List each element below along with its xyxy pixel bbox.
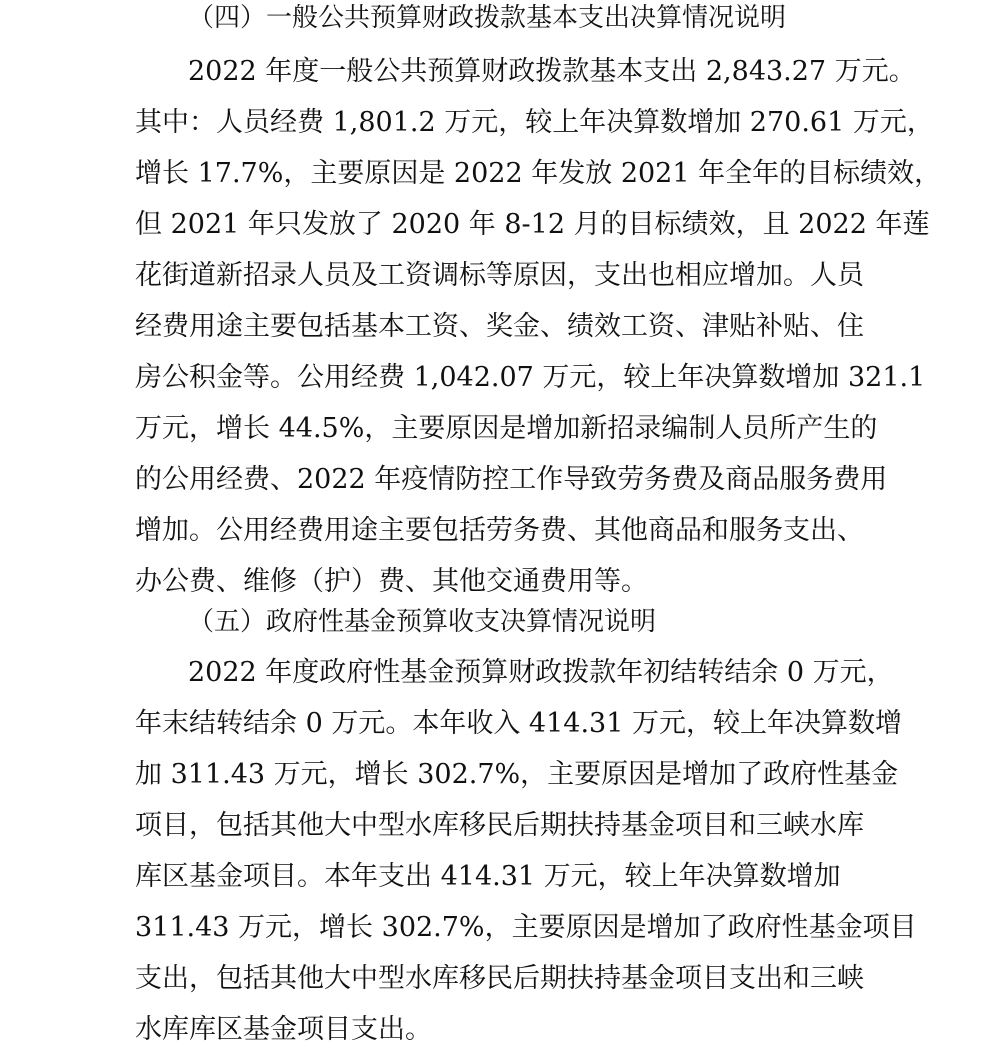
section-4-line-6: 经费用途主要包括基本工资、奖金、绩效工资、津贴补贴、住 [135,311,864,342]
section-4-line-4: 但 2021 年只发放了 2020 年 8-12 月的目标绩效，且 2022 年莲 [135,209,930,240]
section-4-line-8: 万元，增长 44.5%，主要原因是增加新招录编制人员所产生的 [135,413,878,444]
section-4-line-9: 的公用经费、2022 年疫情防控工作导致劳务费及商品服务费用 [135,464,888,495]
section-5-heading: （五）政府性基金预算收支决算情况说明 [188,607,657,637]
section-4-line-3: 增长 17.7%，主要原因是 2022 年发放 2021 年全年的目标绩效， [135,158,942,189]
section-4-line-2: 其中：人员经费 1,801.2 万元，较上年决算数增加 270.61 万元， [135,107,934,138]
section-4-line-1: 2022 年度一般公共预算财政拨款基本支出 2,843.27 万元。 [188,56,916,87]
section-5-line-3: 加 311.43 万元，增长 302.7%，主要原因是增加了政府性基金 [135,759,899,790]
section-5-line-7: 支出，包括其他大中型水库移民后期扶持基金项目支出和三峡 [135,963,864,994]
section-5-line-5: 库区基金项目。本年支出 414.31 万元，较上年决算数增加 [135,861,841,892]
section-4-line-7: 房公积金等。公用经费 1,042.07 万元，较上年决算数增加 321.1 [135,362,926,393]
section-5-line-6: 311.43 万元，增长 302.7%，主要原因是增加了政府性基金项目 [135,912,917,943]
section-4-heading: （四）一般公共预算财政拨款基本支出决算情况说明 [188,3,787,33]
section-5-line-8: 水库库区基金项目支出。 [135,1014,432,1045]
section-5-line-2: 年末结转结余 0 万元。本年收入 414.31 万元，较上年决算数增 [135,708,902,739]
section-5-line-1: 2022 年度政府性基金预算财政拨款年初结转结余 0 万元， [188,657,894,688]
section-4-line-10: 增加。公用经费用途主要包括劳务费、其他商品和服务支出、 [135,515,864,546]
section-4-line-5: 花街道新招录人员及工资调标等原因，支出也相应增加。人员 [135,260,864,291]
section-4-line-11: 办公费、维修（护）费、其他交通费用等。 [135,566,648,597]
section-5-line-4: 项目，包括其他大中型水库移民后期扶持基金项目和三峡水库 [135,810,864,841]
